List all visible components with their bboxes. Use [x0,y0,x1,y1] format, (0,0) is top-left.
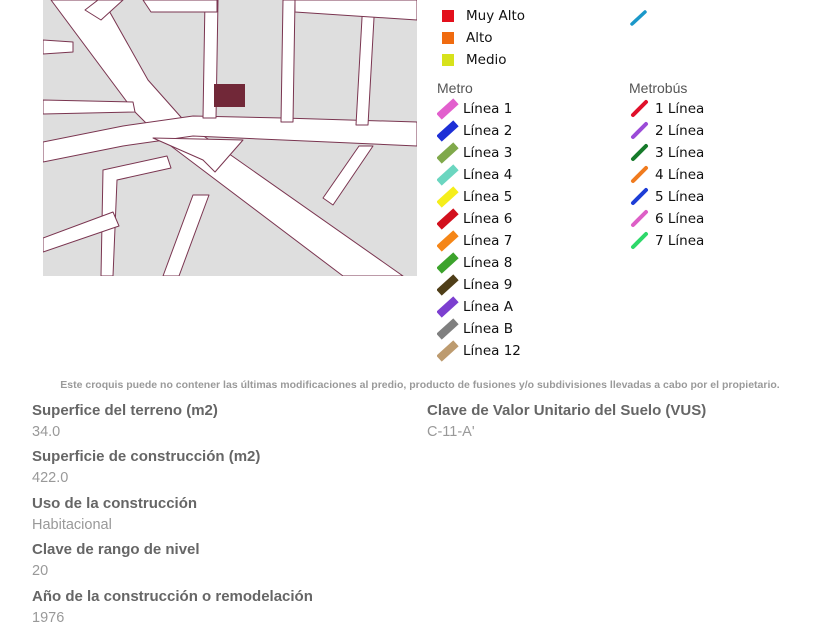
legend-item [437,296,513,318]
street [281,0,295,122]
metro-line-icon [437,120,459,142]
legend-item-label: Línea 12 [463,343,521,359]
legend-item [629,120,704,142]
metrobus-line-icon [629,142,651,164]
legend-item-label: Línea 1 [463,101,513,117]
detail-field [32,402,218,440]
metrobus-line-icon [629,120,651,142]
legend-item [629,186,704,208]
swatch-square-icon [442,32,454,44]
detail-value: 422.0 [32,470,69,487]
legend-item-label: Muy Alto [466,8,526,24]
legend-item [629,164,704,186]
metro-line-icon [437,318,459,340]
detail-label: Año de la construcción o remodelación [32,587,313,605]
legend-item [437,98,512,120]
legend-item [437,252,512,274]
legend-item [437,340,521,362]
metro-line-icon [437,142,459,164]
detail-label: Clave de Valor Unitario del Suelo (VUS) [427,402,707,419]
legend-item-label: Línea 8 [463,255,513,271]
detail-field [32,541,200,579]
legend-item [629,230,704,252]
legend-item [437,186,512,208]
street [143,0,217,12]
parcel-highlight[interactable] [214,84,245,107]
legend-item-label: 7 Línea [655,233,705,249]
legend-item [437,164,512,186]
detail-label: Clave de rango de nivel [32,541,200,559]
legend-item [437,27,493,49]
legend-item-label: Línea B [463,321,513,337]
detail-label: Superficie de construcción (m2) [32,448,261,466]
legend-item-label: Medio [466,52,507,68]
metro-legend-title: Metro [437,80,473,96]
legend-item-label: 1 Línea [655,101,705,117]
legend-item [629,208,704,230]
disclaimer-note: Este croquis puede no contener las últimas modificaciones al predio, producto de fusiones y/o subdivisiones llevadas a cabo por el propietario. [60,379,780,391]
legend-item-label: 3 Línea [655,145,705,161]
legend-item-label: 5 Línea [655,189,705,205]
legend-item [437,49,507,71]
legend-item [437,120,512,142]
metro-line-icon [437,274,459,296]
detail-field [32,495,197,533]
metro-line-icon [437,252,459,274]
legend-item [437,142,512,164]
legend-item-label: Alto [466,30,493,46]
metro-line-icon [437,186,459,208]
detail-value: Habitacional [32,516,112,533]
detail-field [427,402,706,440]
detail-value: 34.0 [32,424,61,440]
metro-line-icon [437,98,459,120]
metro-line-icon [437,296,459,318]
detail-value: 1976 [32,609,65,626]
metro-line-icon [437,340,459,362]
legend-item-label: Línea 7 [463,233,513,249]
detail-label: Uso de la construcción [32,494,198,512]
metrobus-line-icon [629,230,651,252]
metrobus-legend-title: Metrobús [629,80,688,96]
legend-item [437,274,512,296]
legend-item [437,318,513,340]
legend-item-label: 2 Línea [655,123,705,139]
metrobus-line-icon [629,208,651,230]
street [43,40,73,54]
metro-line-icon [437,230,459,252]
legend-item [629,98,704,120]
legend-item-label: 4 Línea [655,167,705,183]
legend-item-label: Línea 5 [463,189,513,205]
metro-line-icon [437,164,459,186]
swatch-square-icon [442,54,454,66]
legend-item-label: Línea 6 [463,211,513,227]
legend-item [629,142,704,164]
detail-value: C-11-A' [427,424,475,440]
legend-item [437,230,512,252]
map-svg [43,0,417,276]
metro-line-icon [437,208,459,230]
detail-label: Superfice del terreno (m2) [32,402,218,419]
detail-value: 20 [32,563,49,580]
swatch-square-icon [442,10,454,22]
legend-item-label: 6 Línea [655,211,705,227]
legend-item-label: Línea 4 [463,167,513,183]
street [43,100,135,114]
legend-item-label: Línea 9 [463,277,513,293]
legend-item-label: Línea 3 [463,145,513,161]
metrobus-line-icon [629,98,651,120]
metrobus-line-icon [629,186,651,208]
legend-item [437,208,512,230]
map-croquis[interactable] [43,0,417,276]
ciclovia-icon [629,7,651,29]
metrobus-line-icon [629,164,651,186]
detail-field [32,448,260,486]
detail-field [32,588,313,626]
legend-item-label: Línea 2 [463,123,513,139]
legend-item-label: Línea A [463,299,513,315]
legend-item [437,5,525,27]
